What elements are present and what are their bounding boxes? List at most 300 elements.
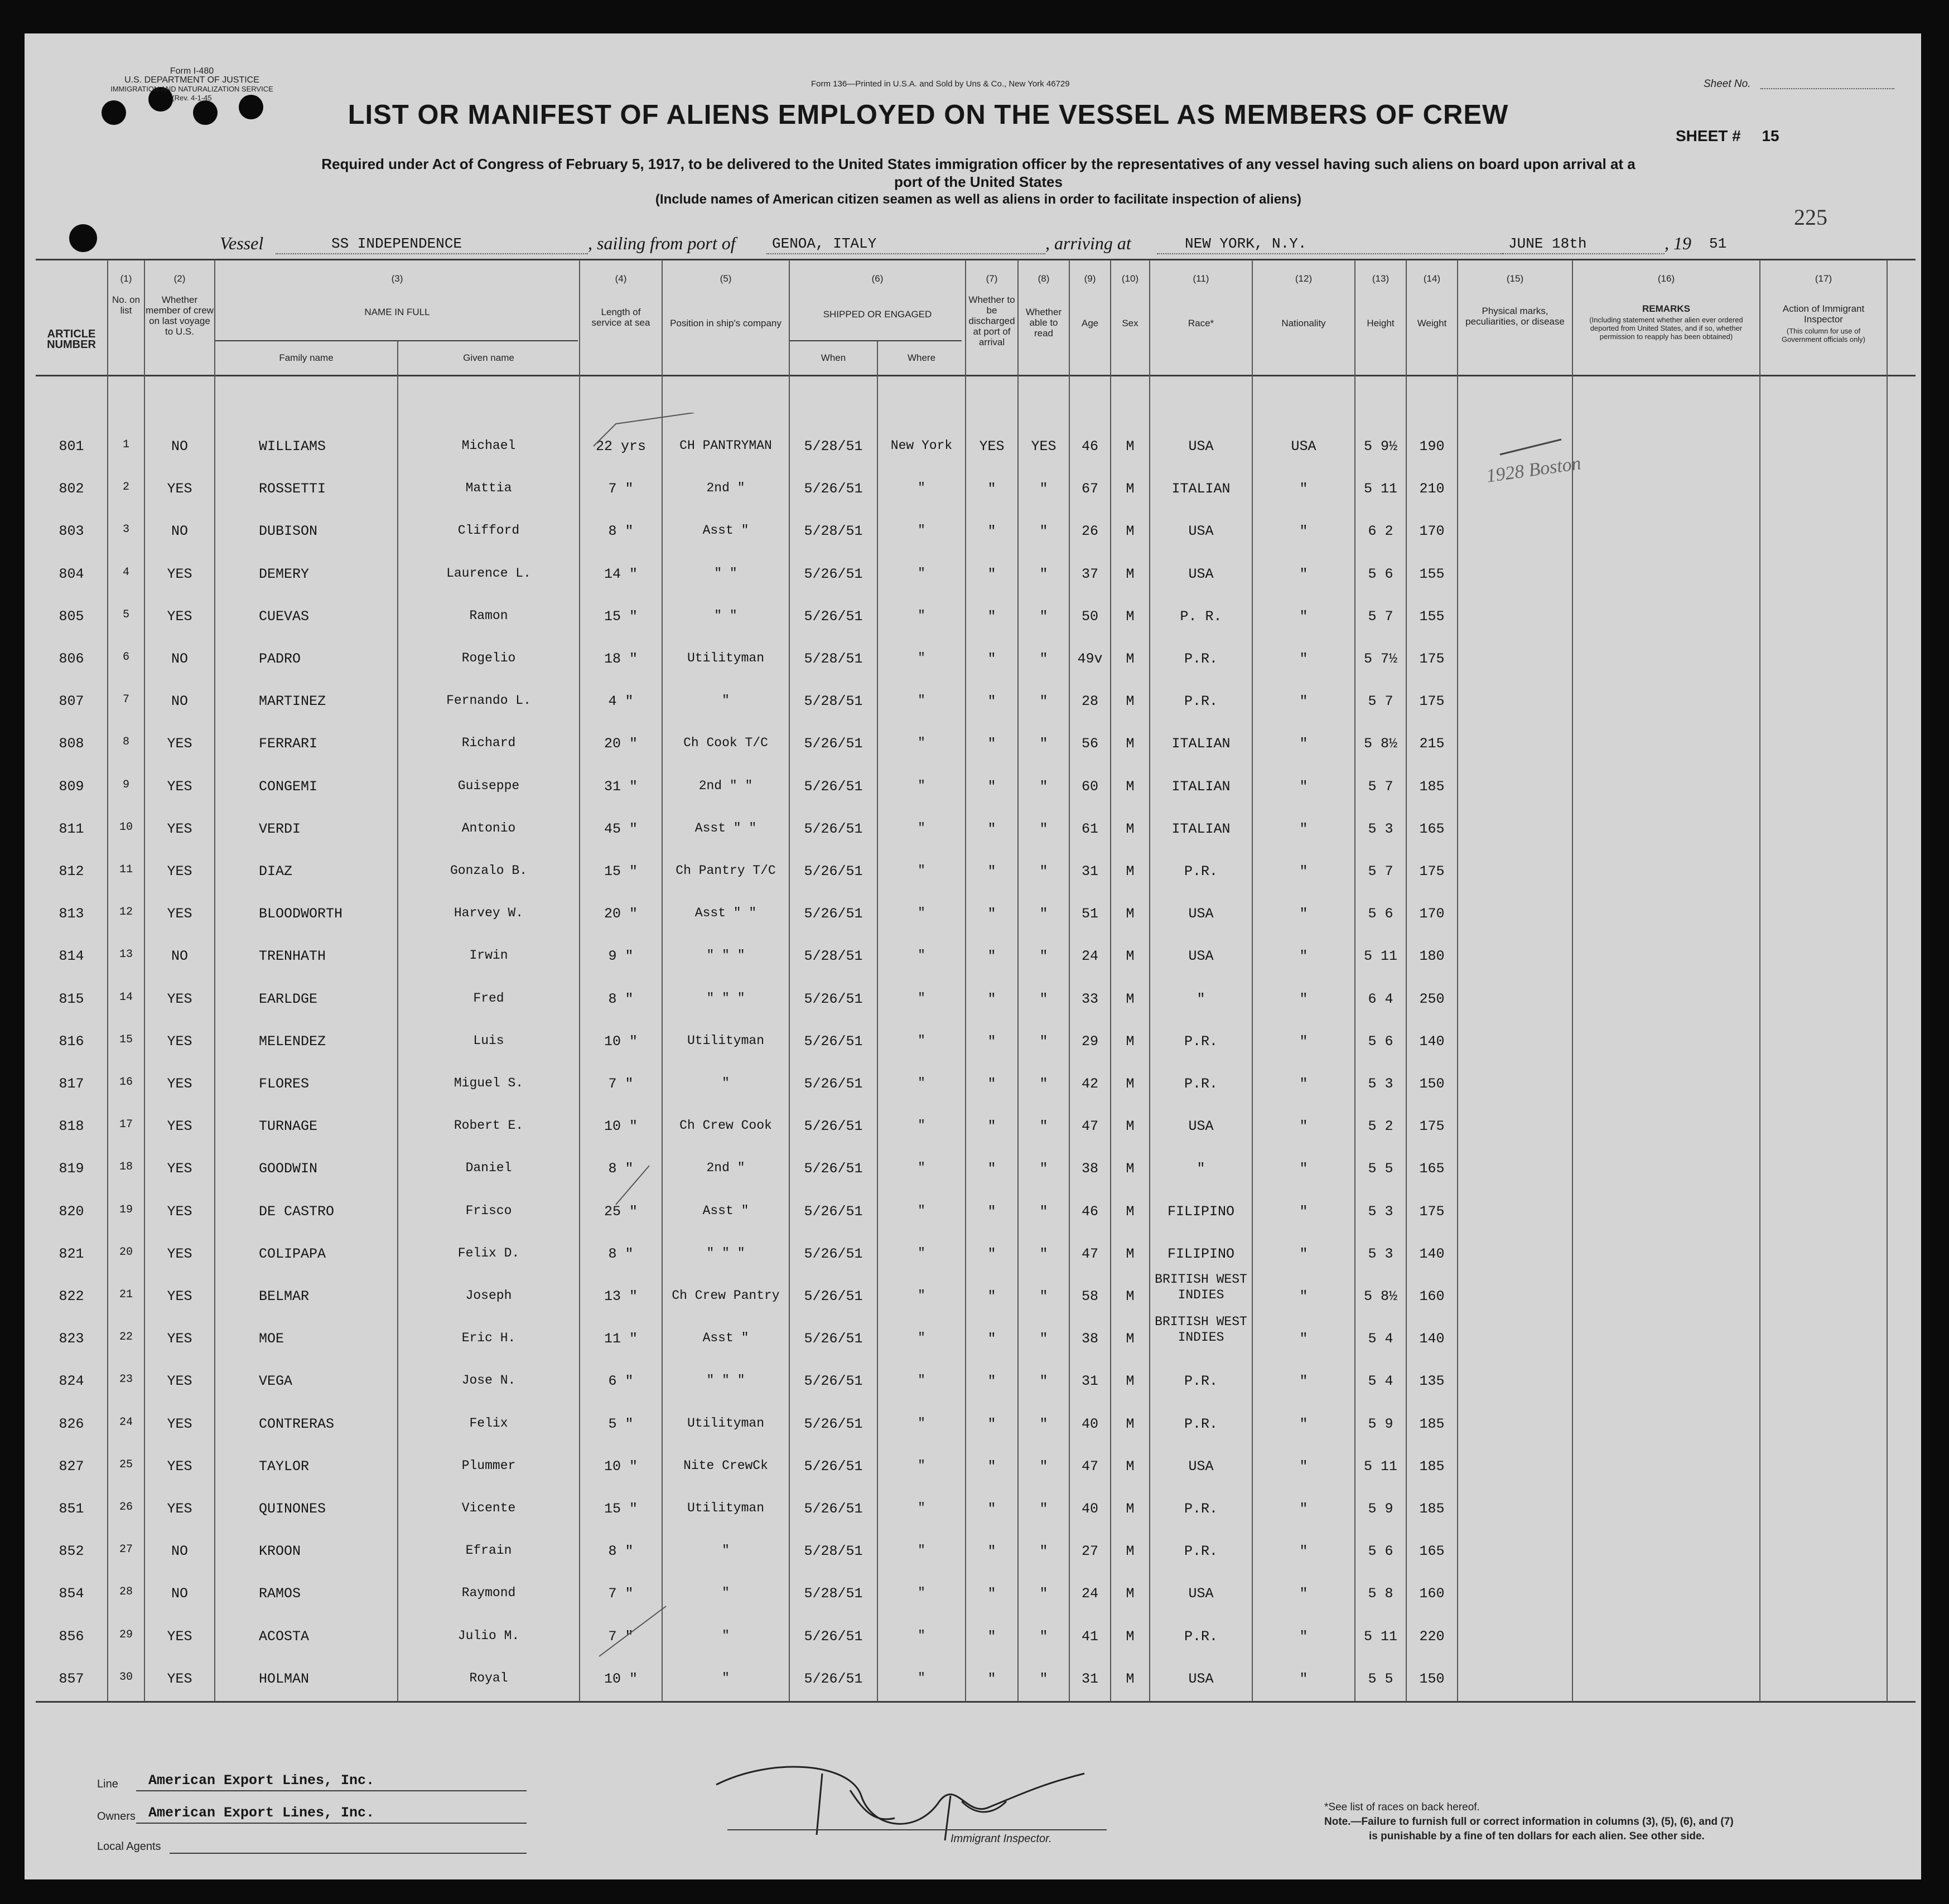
shipped-where-cell: " [918, 651, 925, 665]
able-to-read-cell: " [1039, 1670, 1048, 1687]
department: U.S. DEPARTMENT OF JUSTICE [124, 75, 259, 85]
sex-cell: M [1126, 566, 1135, 582]
col-header-remarks-sub: (Including statement whether alien ever ordered deported from United States, and if so, whether permission to reapply has been obtained) [1589, 316, 1743, 341]
service-cell: 11 " [604, 1331, 638, 1347]
position-cell: " " " [706, 948, 745, 963]
service: IMMIGRATION AND NATURALIZATION SERVICE [110, 85, 273, 93]
col-num-9: (9) [1084, 273, 1096, 284]
able-to-read-cell: " [1039, 1458, 1048, 1475]
discharged-cell: " [987, 736, 996, 752]
race-cell: USA [1188, 523, 1214, 540]
col-header-family-name: Family name [279, 352, 334, 363]
family-name-cell: GOODWIN [259, 1161, 318, 1177]
race-cell: USA [1188, 1118, 1214, 1135]
sex-cell: M [1126, 1076, 1135, 1092]
arrival-year: 51 [1709, 235, 1727, 252]
age-cell: 42 [1081, 1076, 1098, 1092]
article-number-cell: 827 [59, 1458, 84, 1475]
col-divider [1759, 260, 1760, 1702]
age-cell: 40 [1081, 1415, 1098, 1432]
able-to-read-cell: " [1039, 1628, 1048, 1645]
weight-cell: 250 [1419, 990, 1445, 1007]
height-cell: 5 4 [1368, 1331, 1393, 1347]
list-number-cell: 4 [122, 566, 129, 579]
service-cell: 4 " [608, 693, 634, 710]
list-number-cell: 21 [119, 1288, 133, 1301]
punch-hole [193, 100, 218, 125]
nationality-cell: " [1299, 990, 1308, 1007]
family-name-cell: TURNAGE [259, 1118, 318, 1135]
shipped-where-cell: " [918, 608, 925, 623]
col-num-5: (5) [720, 273, 732, 284]
col-num-7: (7) [986, 273, 998, 284]
race-cell: ITALIAN [1171, 481, 1231, 497]
age-cell: 28 [1081, 693, 1098, 710]
shipped-where-cell: New York [890, 438, 953, 453]
shipped-when-cell: 5/26/51 [804, 736, 863, 752]
race-cell: BRITISH WEST INDIES [1155, 1315, 1247, 1345]
nationality-cell: " [1299, 1288, 1308, 1304]
able-to-read-cell: " [1039, 1033, 1048, 1050]
last-voyage-cell: YES [167, 1118, 192, 1135]
family-name-cell: MARTINEZ [259, 693, 326, 710]
shipped-when-cell: 5/26/51 [804, 906, 863, 922]
sheet-number: 15 [1762, 127, 1779, 144]
last-voyage-cell: YES [167, 1501, 192, 1517]
nationality-cell: " [1299, 906, 1308, 922]
col-divider [1149, 260, 1150, 1702]
service-cell: 25 " [604, 1203, 638, 1220]
col-num-14: (14) [1423, 273, 1441, 284]
weight-cell: 155 [1419, 566, 1445, 582]
age-cell: 51 [1081, 906, 1098, 922]
position-cell: Utilityman [687, 1415, 765, 1431]
age-cell: 49v [1077, 651, 1103, 667]
col-header-service: Length of service at sea [591, 307, 650, 328]
family-name-cell: DIAZ [259, 863, 293, 879]
shipped-when-cell: 5/26/51 [804, 1628, 863, 1645]
article-number-cell: 824 [59, 1373, 84, 1390]
sheet-no-line [1760, 88, 1894, 89]
height-cell: 6 2 [1368, 523, 1393, 540]
inspector-label: Immigrant Inspector. [951, 1833, 1052, 1845]
height-cell: 5 8½ [1363, 736, 1397, 752]
last-voyage-cell: YES [167, 778, 192, 795]
race-cell: ITALIAN [1171, 820, 1231, 837]
nationality-cell: " [1299, 736, 1308, 752]
last-voyage-cell: YES [167, 1203, 192, 1220]
article-number-cell: 817 [59, 1076, 84, 1092]
port-dots [766, 253, 1045, 254]
age-cell: 46 [1081, 438, 1098, 455]
height-cell: 5 6 [1368, 1033, 1393, 1050]
col-divider [214, 260, 215, 1702]
race-cell: P. R. [1180, 608, 1222, 625]
race-cell: P.R. [1184, 1501, 1218, 1517]
given-name-cell: Felix D. [457, 1245, 520, 1260]
form-number: Form I-480 [170, 66, 214, 76]
list-number-cell: 25 [119, 1458, 133, 1471]
col-header-shipped: SHIPPED OR ENGAGED [823, 309, 932, 320]
age-cell: 37 [1081, 566, 1098, 582]
able-to-read-cell: " [1039, 651, 1048, 667]
race-cell: P.R. [1184, 1076, 1218, 1092]
able-to-read-cell: " [1039, 523, 1048, 540]
shipped-where-cell: " [918, 1033, 925, 1048]
able-to-read-cell: " [1039, 906, 1048, 922]
manifest-sheet [25, 33, 1921, 1879]
article-number-cell: 802 [59, 481, 84, 497]
weight-cell: 175 [1419, 1118, 1445, 1135]
service-cell: 10 " [604, 1670, 638, 1687]
nationality-cell: USA [1291, 438, 1316, 455]
sex-cell: M [1126, 736, 1135, 752]
list-number-cell: 8 [122, 736, 129, 749]
sex-cell: M [1126, 1628, 1135, 1645]
service-cell: 7 " [608, 1586, 634, 1602]
position-cell: Ch Crew Cook [679, 1118, 772, 1133]
discharged-cell: " [987, 863, 996, 879]
col-header-weight: Weight [1417, 318, 1447, 328]
discharged-cell: " [987, 693, 996, 710]
sex-cell: M [1126, 1670, 1135, 1687]
service-cell: 7 " [608, 481, 634, 497]
race-cell: P.R. [1184, 1628, 1218, 1645]
family-name-cell: EARLDGE [259, 990, 318, 1007]
able-to-read-cell: " [1039, 778, 1048, 795]
height-cell: 5 7 [1368, 608, 1393, 625]
weight-cell: 185 [1419, 1415, 1445, 1432]
page-title: LIST OR MANIFEST OF ALIENS EMPLOYED ON THE VESSEL AS MEMBERS OF CREW [348, 100, 1509, 130]
able-to-read-cell: " [1039, 736, 1048, 752]
weight-cell: 140 [1419, 1331, 1445, 1347]
height-cell: 5 3 [1368, 820, 1393, 837]
height-cell: 5 9 [1368, 1415, 1393, 1432]
position-cell: Asst " " [694, 906, 757, 921]
nationality-cell: " [1299, 1628, 1308, 1645]
pencil-stroke [1497, 435, 1564, 457]
given-name-cell: Fred [473, 990, 504, 1006]
sex-cell: M [1126, 1288, 1135, 1304]
article-number-cell: 801 [59, 438, 84, 455]
family-name-cell: KROON [259, 1543, 301, 1560]
position-cell: CH PANTRYMAN [679, 438, 772, 453]
article-number-cell: 808 [59, 736, 84, 752]
shipped-where-cell: " [918, 481, 925, 496]
given-name-cell: Luis [473, 1033, 504, 1048]
line-underline [136, 1790, 527, 1791]
height-cell: 5 2 [1368, 1118, 1393, 1135]
agents-label: Local Agents [97, 1840, 161, 1853]
sex-cell: M [1126, 693, 1135, 710]
given-name-cell: Guiseppe [457, 778, 520, 793]
nationality-cell: " [1299, 651, 1308, 667]
arriving-port: NEW YORK, N.Y. [1185, 235, 1307, 252]
age-cell: 29 [1081, 1033, 1098, 1050]
shipped-where-cell: " [918, 820, 925, 835]
service-cell: 15 " [604, 608, 638, 625]
discharged-cell: " [987, 1586, 996, 1602]
shipped-when-cell: 5/26/51 [804, 863, 863, 879]
last-voyage-cell: YES [167, 608, 192, 625]
nationality-cell: " [1299, 481, 1308, 497]
height-cell: 5 11 [1363, 481, 1397, 497]
service-cell: 20 " [604, 906, 638, 922]
discharged-cell: " [987, 1458, 996, 1475]
shipped-where-cell: " [918, 1670, 925, 1685]
discharged-cell: " [987, 1245, 996, 1262]
sex-cell: M [1126, 438, 1135, 455]
article-number-cell: 813 [59, 906, 84, 922]
discharged-cell: " [987, 1161, 996, 1177]
nationality-cell: " [1299, 778, 1308, 795]
race-cell: P.R. [1184, 863, 1218, 879]
sex-cell: M [1126, 651, 1135, 667]
able-to-read-cell: " [1039, 1415, 1048, 1432]
family-name-cell: RAMOS [259, 1586, 301, 1602]
height-cell: 5 9½ [1363, 438, 1397, 455]
race-cell: P.R. [1184, 1033, 1218, 1050]
service-cell: 8 " [608, 523, 634, 540]
position-cell: Asst " [702, 1203, 749, 1218]
list-number-cell: 10 [119, 820, 133, 834]
age-cell: 31 [1081, 863, 1098, 879]
height-cell: 6 4 [1368, 990, 1393, 1007]
service-cell: 6 " [608, 1373, 634, 1390]
discharged-cell: " [987, 1543, 996, 1560]
col-header-nationality: Nationality [1281, 318, 1326, 328]
nationality-cell: " [1299, 1118, 1308, 1135]
col-num-12: (12) [1295, 273, 1313, 284]
arriving-dots [1157, 253, 1503, 254]
list-number-cell: 13 [119, 948, 133, 961]
race-cell: " [1197, 1161, 1205, 1177]
race-cell: " [1197, 990, 1205, 1007]
able-to-read-cell: " [1039, 1076, 1048, 1092]
last-voyage-cell: YES [167, 906, 192, 922]
given-name-cell: Julio M. [457, 1628, 520, 1643]
service-cell: 10 " [604, 1118, 638, 1135]
age-cell: 47 [1081, 1118, 1098, 1135]
nationality-cell: " [1299, 1586, 1308, 1602]
col-num-13: (13) [1372, 273, 1390, 284]
col-num-2: (2) [173, 273, 186, 284]
last-voyage-cell: YES [167, 1628, 192, 1645]
position-cell: Asst " [702, 1331, 749, 1346]
service-cell: 15 " [604, 1501, 638, 1517]
nationality-cell: " [1299, 1458, 1308, 1475]
weight-cell: 210 [1419, 481, 1445, 497]
nationality-cell: " [1299, 1203, 1308, 1220]
weight-cell: 185 [1419, 1501, 1445, 1517]
height-cell: 5 11 [1363, 1628, 1397, 1645]
col-header-article: ARTICLE NUMBER [47, 328, 96, 351]
subtitle-line-1: Required under Act of Congress of February 5, 1917, to be delivered to the United States immigration officer by the representatives of any vessel having such aliens on board upon arrival at a [321, 156, 1636, 172]
shipped-where-cell: " [918, 1586, 925, 1601]
position-cell: " [722, 693, 730, 708]
weight-cell: 175 [1419, 693, 1445, 710]
last-voyage-cell: YES [167, 481, 192, 497]
last-voyage-cell: YES [167, 820, 192, 837]
shipped-where-cell: " [918, 1415, 925, 1431]
position-cell: " [722, 1628, 730, 1643]
last-voyage-cell: NO [171, 438, 188, 455]
family-name-cell: PADRO [259, 651, 301, 667]
col-divider [579, 260, 580, 1702]
given-name-cell: Rogelio [461, 651, 516, 665]
able-to-read-cell: " [1039, 820, 1048, 837]
last-voyage-cell: YES [167, 1458, 192, 1475]
date-dots [1503, 253, 1665, 254]
last-voyage-cell: YES [167, 1288, 192, 1304]
weight-cell: 185 [1419, 778, 1445, 795]
discharged-cell: " [987, 906, 996, 922]
height-cell: 5 6 [1368, 566, 1393, 582]
col-header-name: NAME IN FULL [364, 307, 430, 317]
given-name-cell: Joseph [465, 1288, 512, 1303]
nationality-cell: " [1299, 1501, 1308, 1517]
given-name-cell: Felix [469, 1415, 508, 1431]
position-cell: 2nd " " [698, 778, 753, 793]
service-cell: 31 " [604, 778, 638, 795]
family-name-cell: TAYLOR [259, 1458, 310, 1475]
service-cell: 45 " [604, 820, 638, 837]
list-number-cell: 24 [119, 1415, 133, 1429]
shipped-where-cell: " [918, 1203, 925, 1218]
position-cell: 2nd " [706, 481, 745, 496]
age-cell: 31 [1081, 1373, 1098, 1390]
nationality-cell: " [1299, 948, 1308, 965]
list-number-cell: 28 [119, 1586, 133, 1599]
shipped-where-cell: " [918, 693, 925, 708]
col-divider [1572, 260, 1573, 1702]
age-cell: 67 [1081, 481, 1098, 497]
given-name-cell: Laurence L. [446, 566, 531, 581]
list-number-cell: 20 [119, 1245, 133, 1259]
discharged-cell: " [987, 1288, 996, 1304]
race-cell: USA [1188, 1458, 1214, 1475]
nationality-cell: " [1299, 1543, 1308, 1560]
position-cell: " " " [706, 1245, 745, 1260]
last-voyage-cell: YES [167, 1670, 192, 1687]
shipped-where-cell: " [918, 1628, 925, 1643]
sheet-number-block [1676, 127, 1779, 145]
shipped-when-cell: 5/26/51 [804, 1415, 863, 1432]
family-name-cell: DE CASTRO [259, 1203, 335, 1220]
able-to-read-cell: " [1039, 1331, 1048, 1347]
service-cell: 22 yrs [595, 438, 646, 455]
position-cell: Ch Crew Pantry [672, 1288, 780, 1303]
list-number-cell: 1 [122, 438, 129, 451]
list-number-cell: 19 [119, 1203, 133, 1216]
position-cell: " " " [706, 1373, 745, 1388]
able-to-read-cell: " [1039, 481, 1048, 497]
handwritten-remark: 1928 Boston [1485, 453, 1583, 487]
able-to-read-cell: " [1039, 1203, 1048, 1220]
shipped-where-cell: " [918, 906, 925, 921]
service-cell: 10 " [604, 1033, 638, 1050]
col-header-discharged: Whether to be discharged at port of arrival [968, 294, 1015, 347]
inspector-signature [705, 1751, 1107, 1846]
list-number-cell: 30 [119, 1670, 133, 1684]
nationality-cell: " [1299, 1161, 1308, 1177]
shipped-when-cell: 5/26/51 [804, 481, 863, 497]
list-number-cell: 29 [119, 1628, 133, 1641]
list-number-cell: 7 [122, 693, 129, 707]
sex-cell: M [1126, 778, 1135, 795]
col-header-position: Position in ship's company [670, 318, 781, 328]
race-cell: P.R. [1184, 651, 1218, 667]
owners-value: American Export Lines, Inc. [148, 1805, 375, 1821]
header-bottom-rule [36, 375, 1916, 376]
service-cell: 8 " [608, 1543, 634, 1560]
discharged-cell: " [987, 1076, 996, 1092]
discharged-cell: " [987, 1628, 996, 1645]
service-cell: 15 " [604, 863, 638, 879]
given-name-cell: Robert E. [454, 1118, 524, 1133]
family-name-cell: COLIPAPA [259, 1245, 326, 1262]
sex-cell: M [1126, 906, 1135, 922]
race-cell: USA [1188, 1586, 1214, 1602]
note-block [1324, 1800, 1734, 1844]
service-cell: 20 " [604, 736, 638, 752]
discharged-cell: " [987, 948, 996, 965]
race-cell: P.R. [1184, 693, 1218, 710]
col-num-16: (16) [1657, 273, 1675, 284]
family-name-cell: FLORES [259, 1076, 310, 1092]
given-name-cell: Fernando L. [446, 693, 531, 708]
shipped-where-cell: " [918, 948, 925, 963]
shipped-when-cell: 5/26/51 [804, 1076, 863, 1092]
age-cell: 27 [1081, 1543, 1098, 1560]
table-top-rule [36, 259, 1916, 260]
col-divider [1354, 260, 1355, 1702]
age-cell: 38 [1081, 1331, 1098, 1347]
given-name-cell: Gonzalo B. [450, 863, 528, 878]
race-cell: P.R. [1184, 1543, 1218, 1560]
position-cell: Utilityman [687, 1501, 765, 1515]
shipped-when-cell: 5/28/51 [804, 651, 863, 667]
given-name-cell: Michael [461, 438, 516, 453]
col-num-17: (17) [1815, 273, 1832, 284]
list-number-cell: 6 [122, 651, 129, 664]
article-number-cell: 815 [59, 990, 84, 1007]
list-number-cell: 9 [122, 778, 129, 791]
shipped-when-cell: 5/26/51 [804, 1118, 863, 1135]
sex-cell: M [1126, 1118, 1135, 1135]
shipped-where-cell: " [918, 1288, 925, 1303]
list-number-cell: 5 [122, 608, 129, 621]
shipped-where-cell: " [918, 863, 925, 878]
position-cell: " " [714, 566, 737, 581]
able-to-read-cell: " [1039, 1501, 1048, 1517]
age-cell: 24 [1081, 948, 1098, 965]
sex-cell: M [1126, 1458, 1135, 1475]
given-name-cell: Clifford [457, 523, 520, 538]
height-cell: 5 7 [1368, 778, 1393, 795]
sex-cell: M [1126, 608, 1135, 625]
age-cell: 31 [1081, 1670, 1098, 1687]
service-cell: 8 " [608, 1161, 634, 1177]
arriving-label: , arriving at [1045, 233, 1131, 253]
shipped-when-cell: 5/26/51 [804, 1245, 863, 1262]
age-cell: 58 [1081, 1288, 1098, 1304]
last-voyage-cell: NO [171, 651, 188, 667]
age-cell: 41 [1081, 1628, 1098, 1645]
race-cell: USA [1188, 566, 1214, 582]
discharged-cell: " [987, 778, 996, 795]
see-list-note: *See list of races on back hereof. [1324, 1801, 1480, 1813]
